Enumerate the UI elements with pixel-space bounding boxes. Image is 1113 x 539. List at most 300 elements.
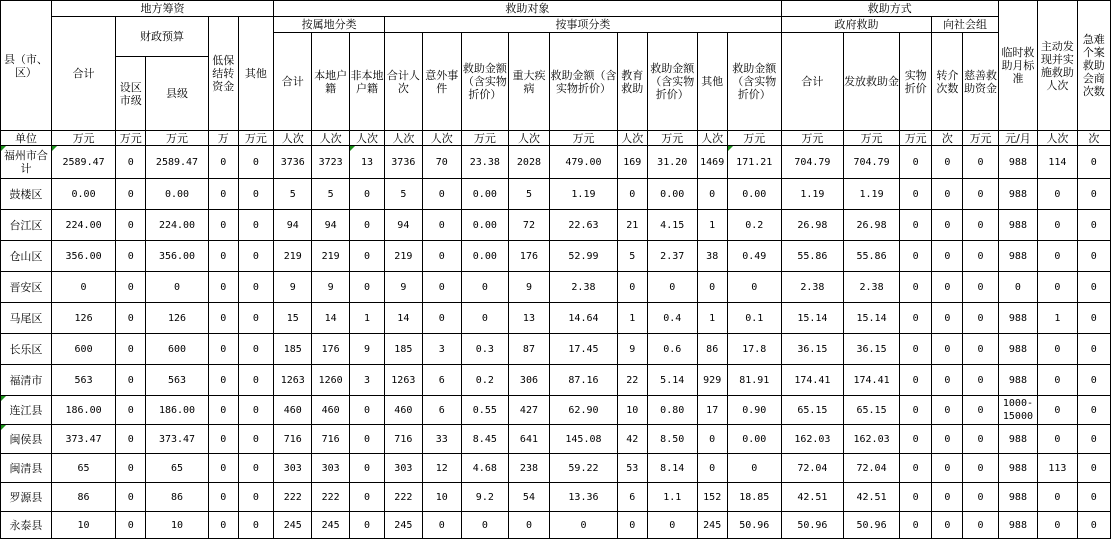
table-cell: 0	[647, 512, 697, 539]
table-cell: 14.64	[550, 303, 617, 334]
table-cell: 716	[312, 425, 349, 454]
table-cell: 1.19	[844, 179, 900, 210]
table-cell: 185	[274, 334, 312, 365]
unit-cell: 万元	[844, 131, 900, 146]
table-cell: 0	[900, 483, 932, 512]
unit-cell: 万元	[550, 131, 617, 146]
unit-cell: 人次	[274, 131, 312, 146]
unit-cell: 万元	[146, 131, 208, 146]
table-cell: 0	[116, 365, 146, 396]
header-to-society: 向社会组	[932, 17, 998, 33]
table-cell: 563	[146, 365, 208, 396]
table-cell: 9	[349, 334, 384, 365]
unit-cell: 人次	[697, 131, 727, 146]
table-cell: 0	[116, 272, 146, 303]
table-cell: 0	[116, 303, 146, 334]
table-cell: 245	[385, 512, 422, 539]
table-cell: 2589.47	[146, 146, 208, 179]
table-cell: 13	[349, 146, 384, 179]
table-cell: 0	[422, 179, 461, 210]
table-cell: 22.63	[550, 210, 617, 241]
table-cell: 5	[385, 179, 422, 210]
table-cell: 6	[617, 483, 647, 512]
table-cell: 3736	[385, 146, 422, 179]
table-cell: 162.03	[844, 425, 900, 454]
table-cell: 1263	[385, 365, 422, 396]
table-cell: 65.15	[781, 396, 843, 425]
table-cell: 86	[697, 334, 727, 365]
table-cell: 38	[697, 241, 727, 272]
table-cell: 62.90	[550, 396, 617, 425]
table-cell: 10	[51, 512, 115, 539]
table-cell: 0	[932, 210, 963, 241]
table-cell: 0	[116, 179, 146, 210]
table-cell: 9	[508, 272, 550, 303]
table-cell: 0.00	[727, 425, 781, 454]
table-cell: 0	[508, 512, 550, 539]
table-cell: 0	[208, 179, 238, 210]
table-cell: 0	[647, 272, 697, 303]
table-cell: 563	[51, 365, 115, 396]
table-cell: 0	[963, 303, 998, 334]
table-cell: 42	[617, 425, 647, 454]
table-cell: 55.86	[781, 241, 843, 272]
table-cell: 1	[1038, 303, 1077, 334]
table-cell: 0	[932, 272, 963, 303]
header-local-other: 其他	[238, 17, 273, 131]
table-cell: 186.00	[146, 396, 208, 425]
table-cell: 988	[998, 146, 1037, 179]
table-cell: 0	[617, 272, 647, 303]
unit-cell: 次	[932, 131, 963, 146]
header-local-total: 合计	[51, 17, 115, 131]
table-cell: 303	[274, 454, 312, 483]
unit-cell: 万元	[238, 131, 273, 146]
table-cell: 13	[508, 303, 550, 334]
table-cell: 0	[208, 272, 238, 303]
unit-cell: 万元	[647, 131, 697, 146]
table-cell: 0	[727, 454, 781, 483]
table-cell: 0	[238, 210, 273, 241]
table-cell: 1000-15000	[998, 396, 1037, 425]
table-cell: 0	[349, 425, 384, 454]
table-row	[1, 241, 1111, 272]
header-issued-funds: 发放救助金	[844, 33, 900, 131]
table-cell: 0.90	[727, 396, 781, 425]
table-row	[1, 425, 1111, 454]
table-row	[1, 179, 1111, 210]
table-cell: 52.99	[550, 241, 617, 272]
table-cell: 14	[312, 303, 349, 334]
table-cell: 171.21	[727, 146, 781, 179]
table-cell: 14	[385, 303, 422, 334]
table-cell: 0	[349, 179, 384, 210]
table-cell: 0	[349, 454, 384, 483]
unit-label: 单位	[1, 131, 52, 146]
table-cell: 373.47	[51, 425, 115, 454]
table-cell: 0	[1077, 425, 1110, 454]
header-relief-methods: 救助方式	[781, 1, 998, 17]
table-cell: 0	[900, 146, 932, 179]
table-cell: 0	[116, 241, 146, 272]
table-cell: 0	[461, 272, 508, 303]
table-cell: 0	[238, 454, 273, 483]
table-cell: 2028	[508, 146, 550, 179]
table-cell: 59.22	[550, 454, 617, 483]
table-cell: 0	[1077, 303, 1110, 334]
table-cell: 427	[508, 396, 550, 425]
table-cell: 0	[349, 241, 384, 272]
header-county: 县（市、区）	[1, 1, 52, 131]
table-cell: 222	[312, 483, 349, 512]
table-cell: 4.68	[461, 454, 508, 483]
table-cell: 0	[422, 512, 461, 539]
table-cell: 12	[422, 454, 461, 483]
table-cell: 0	[932, 334, 963, 365]
table-cell: 31.20	[647, 146, 697, 179]
table-cell: 87	[508, 334, 550, 365]
table-cell: 174.41	[844, 365, 900, 396]
county-name: 闽清县	[1, 454, 52, 483]
table-cell: 988	[998, 512, 1037, 539]
header-total-persons: 合计人次	[385, 33, 422, 131]
table-cell: 0	[208, 146, 238, 179]
table-cell: 145.08	[550, 425, 617, 454]
table-cell: 0	[1077, 241, 1110, 272]
table-cell: 86	[146, 483, 208, 512]
county-name: 晋安区	[1, 272, 52, 303]
table-cell: 1	[617, 303, 647, 334]
table-cell: 0	[900, 179, 932, 210]
table-cell: 0	[422, 303, 461, 334]
county-name: 永泰县	[1, 512, 52, 539]
table-cell: 5	[312, 179, 349, 210]
table-cell: 17	[697, 396, 727, 425]
table-row	[1, 146, 1111, 179]
table-cell: 0	[1077, 146, 1110, 179]
table-cell: 4.15	[647, 210, 697, 241]
table-cell: 10	[146, 512, 208, 539]
table-cell: 0	[697, 454, 727, 483]
unit-cell: 万元	[963, 131, 998, 146]
table-cell: 0	[208, 454, 238, 483]
unit-cell: 人次	[349, 131, 384, 146]
table-cell: 0	[727, 272, 781, 303]
table-cell: 988	[998, 334, 1037, 365]
table-cell: 6	[422, 396, 461, 425]
table-cell: 0	[998, 272, 1037, 303]
header-charity-funds: 慈善救助资金	[963, 33, 998, 131]
table-cell: 5	[617, 241, 647, 272]
table-cell: 8.45	[461, 425, 508, 454]
table-cell: 0	[1077, 483, 1110, 512]
table-cell: 2.37	[647, 241, 697, 272]
table-cell: 0.2	[727, 210, 781, 241]
table-cell: 9	[617, 334, 647, 365]
table-cell: 988	[998, 303, 1037, 334]
table-cell: 0	[963, 365, 998, 396]
table-cell: 0	[1038, 483, 1077, 512]
table-cell: 0	[208, 483, 238, 512]
table-cell: 222	[385, 483, 422, 512]
table-cell: 0	[617, 512, 647, 539]
header-city-level: 设区市级	[116, 57, 146, 131]
table-cell: 0	[1077, 334, 1110, 365]
header-fiscal-budget: 财政预算	[116, 17, 208, 57]
county-name: 连江县	[1, 396, 52, 425]
table-cell: 22	[617, 365, 647, 396]
table-cell: 1	[349, 303, 384, 334]
unit-cell: 人次	[1038, 131, 1077, 146]
table-cell: 186.00	[51, 396, 115, 425]
unit-cell: 人次	[312, 131, 349, 146]
table-cell: 0	[238, 396, 273, 425]
table-cell: 0	[1038, 396, 1077, 425]
table-cell: 641	[508, 425, 550, 454]
table-cell: 169	[617, 146, 647, 179]
unit-cell: 万元	[727, 131, 781, 146]
table-cell: 3723	[312, 146, 349, 179]
table-cell: 42.51	[781, 483, 843, 512]
table-cell: 94	[312, 210, 349, 241]
table-cell: 1	[697, 303, 727, 334]
table-cell: 479.00	[550, 146, 617, 179]
table-cell: 0	[146, 272, 208, 303]
header-gov-total: 合计	[781, 33, 843, 131]
unit-cell: 人次	[508, 131, 550, 146]
table-cell: 224.00	[51, 210, 115, 241]
table-cell: 0	[1077, 396, 1110, 425]
table-cell: 460	[385, 396, 422, 425]
table-cell: 0	[1038, 425, 1077, 454]
table-cell: 10	[422, 483, 461, 512]
table-cell: 0	[116, 483, 146, 512]
header-local-household: 本地户籍	[312, 33, 349, 131]
table-cell: 8.14	[647, 454, 697, 483]
table-cell: 3	[422, 334, 461, 365]
table-cell: 303	[385, 454, 422, 483]
county-name: 闽侯县	[1, 425, 52, 454]
table-cell: 1263	[274, 365, 312, 396]
table-cell: 86	[51, 483, 115, 512]
table-cell: 224.00	[146, 210, 208, 241]
table-cell: 0	[422, 241, 461, 272]
table-cell: 0	[208, 241, 238, 272]
header-low-income-carryover: 低保结转资金	[208, 17, 238, 131]
table-cell: 0	[238, 146, 273, 179]
table-cell: 87.16	[550, 365, 617, 396]
table-cell: 988	[998, 179, 1037, 210]
table-cell: 114	[1038, 146, 1077, 179]
table-cell: 222	[274, 483, 312, 512]
header-accident-amount: 救助金额（含实物折价）	[461, 33, 508, 131]
table-cell: 50.96	[727, 512, 781, 539]
unit-cell: 人次	[617, 131, 647, 146]
table-cell: 176	[312, 334, 349, 365]
header-gov-relief: 政府救助	[781, 17, 932, 33]
table-cell: 600	[146, 334, 208, 365]
table-row	[1, 365, 1111, 396]
table-cell: 17.8	[727, 334, 781, 365]
table-cell: 0	[349, 396, 384, 425]
table-cell: 0.1	[727, 303, 781, 334]
table-cell: 0	[900, 334, 932, 365]
table-cell: 1	[697, 210, 727, 241]
table-cell: 50.96	[781, 512, 843, 539]
table-cell: 13.36	[550, 483, 617, 512]
table-cell: 0	[349, 483, 384, 512]
table-cell: 0	[900, 210, 932, 241]
table-cell: 70	[422, 146, 461, 179]
county-name: 福清市	[1, 365, 52, 396]
table-cell: 0.00	[727, 179, 781, 210]
header-proactive-discovery: 主动发现并实施救助人次	[1038, 1, 1077, 131]
table-cell: 152	[697, 483, 727, 512]
header-by-item: 按事项分类	[385, 17, 782, 33]
header-referral-count: 转介次数	[932, 33, 963, 131]
table-cell: 15	[274, 303, 312, 334]
table-cell: 0	[238, 334, 273, 365]
table-cell: 0	[697, 425, 727, 454]
county-name: 马尾区	[1, 303, 52, 334]
table-cell: 8.50	[647, 425, 697, 454]
header-by-locality: 按属地分类	[274, 17, 385, 33]
table-cell: 0	[900, 454, 932, 483]
unit-cell: 元/月	[998, 131, 1037, 146]
table-cell: 704.79	[844, 146, 900, 179]
table-cell: 0	[1038, 365, 1077, 396]
table-cell: 5.14	[647, 365, 697, 396]
table-cell: 5	[274, 179, 312, 210]
table-cell: 0	[900, 425, 932, 454]
header-relief-objects: 救助对象	[274, 1, 782, 17]
header-nonlocal-household: 非本地户籍	[349, 33, 384, 131]
table-cell: 0	[238, 365, 273, 396]
table-cell: 2589.47	[51, 146, 115, 179]
table-cell: 15.14	[844, 303, 900, 334]
table-cell: 929	[697, 365, 727, 396]
unit-cell: 万元	[51, 131, 115, 146]
table-cell: 0.00	[146, 179, 208, 210]
table-cell: 245	[697, 512, 727, 539]
table-cell: 0	[1077, 210, 1110, 241]
table-cell: 0	[238, 272, 273, 303]
table-cell: 0	[963, 272, 998, 303]
table-cell: 54	[508, 483, 550, 512]
table-cell: 2.38	[844, 272, 900, 303]
table-cell: 0	[116, 396, 146, 425]
table-cell: 9	[312, 272, 349, 303]
table-cell: 356.00	[51, 241, 115, 272]
table-cell: 0	[1038, 334, 1077, 365]
table-cell: 1.1	[647, 483, 697, 512]
table-cell: 0.00	[461, 241, 508, 272]
table-cell: 219	[385, 241, 422, 272]
table-cell: 0.49	[727, 241, 781, 272]
table-cell: 3	[349, 365, 384, 396]
table-cell: 0	[963, 146, 998, 179]
unit-cell: 人次	[422, 131, 461, 146]
table-cell: 0	[51, 272, 115, 303]
table-cell: 0	[932, 179, 963, 210]
table-cell: 23.38	[461, 146, 508, 179]
table-cell: 0	[208, 334, 238, 365]
table-cell: 36.15	[781, 334, 843, 365]
table-cell: 0	[116, 146, 146, 179]
header-county-level: 县级	[146, 57, 208, 131]
table-cell: 26.98	[844, 210, 900, 241]
table-row	[1, 396, 1111, 425]
table-cell: 174.41	[781, 365, 843, 396]
unit-cell: 次	[1077, 131, 1110, 146]
table-cell: 0	[461, 303, 508, 334]
table-cell: 18.85	[727, 483, 781, 512]
table-cell: 460	[312, 396, 349, 425]
table-cell: 3736	[274, 146, 312, 179]
table-cell: 0	[900, 512, 932, 539]
table-cell: 15.14	[781, 303, 843, 334]
table-cell: 65.15	[844, 396, 900, 425]
table-cell: 0.3	[461, 334, 508, 365]
table-cell: 219	[274, 241, 312, 272]
unit-cell: 人次	[385, 131, 422, 146]
table-cell: 0	[1038, 241, 1077, 272]
table-cell: 162.03	[781, 425, 843, 454]
table-cell: 988	[998, 425, 1037, 454]
table-cell: 0	[963, 241, 998, 272]
table-cell: 42.51	[844, 483, 900, 512]
table-cell: 245	[312, 512, 349, 539]
table-cell: 704.79	[781, 146, 843, 179]
table-cell: 0	[116, 512, 146, 539]
county-name: 鼓楼区	[1, 179, 52, 210]
table-cell: 1260	[312, 365, 349, 396]
table-row	[1, 334, 1111, 365]
table-cell: 219	[312, 241, 349, 272]
table-cell: 113	[1038, 454, 1077, 483]
table-cell: 0	[208, 365, 238, 396]
county-name: 罗源县	[1, 483, 52, 512]
table-cell: 0	[932, 365, 963, 396]
table-cell: 126	[51, 303, 115, 334]
table-cell: 0	[932, 303, 963, 334]
table-cell: 0	[932, 241, 963, 272]
table-cell: 0	[349, 210, 384, 241]
table-cell: 21	[617, 210, 647, 241]
table-cell: 17.45	[550, 334, 617, 365]
header-in-kind-value: 实物折价	[900, 33, 932, 131]
unit-cell: 万元	[461, 131, 508, 146]
table-cell: 0.6	[647, 334, 697, 365]
header-locality-total: 合计	[274, 33, 312, 131]
table-cell: 0	[1077, 454, 1110, 483]
table-cell: 94	[385, 210, 422, 241]
header-education-relief: 教育救助	[617, 33, 647, 131]
table-cell: 0	[963, 454, 998, 483]
table-cell: 0	[238, 241, 273, 272]
county-name: 台江区	[1, 210, 52, 241]
table-row	[1, 272, 1111, 303]
table-cell: 0	[208, 303, 238, 334]
table-cell: 26.98	[781, 210, 843, 241]
table-cell: 0	[208, 210, 238, 241]
table-cell: 0	[1038, 512, 1077, 539]
table-cell: 0	[617, 179, 647, 210]
table-cell: 460	[274, 396, 312, 425]
header-local-funds: 地方筹资	[51, 1, 273, 17]
table-cell: 0	[550, 512, 617, 539]
table-cell: 0	[963, 512, 998, 539]
